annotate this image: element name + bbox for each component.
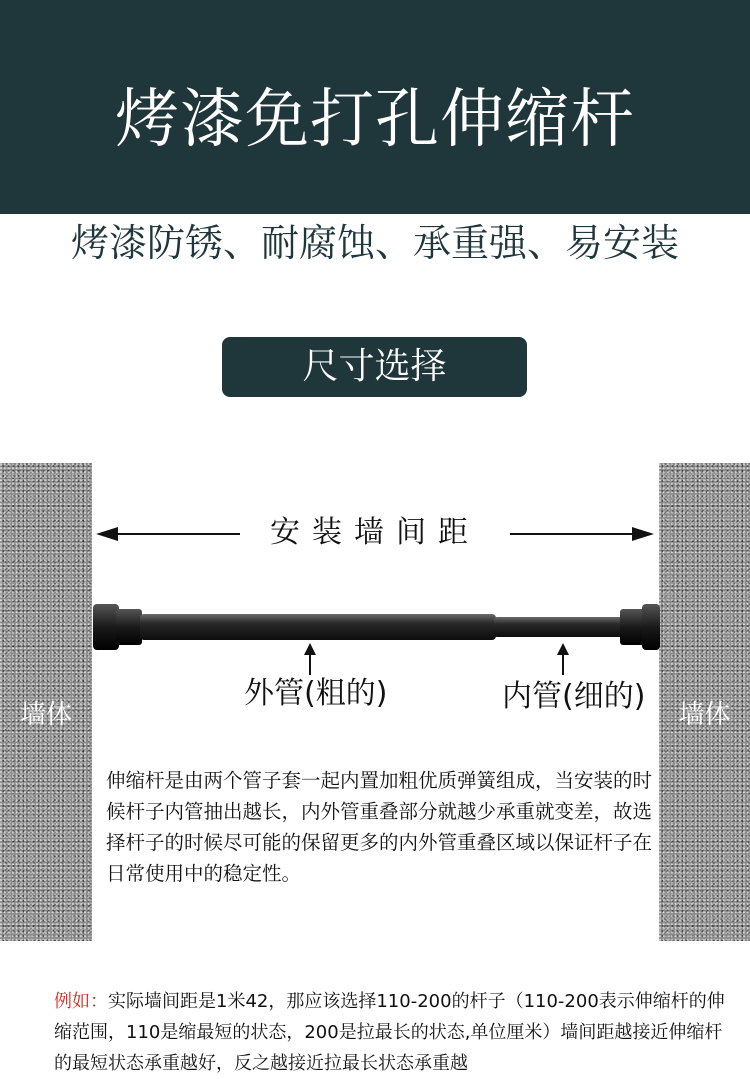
- outer-tube: [140, 614, 496, 640]
- inner-tube-pointer: [557, 643, 569, 675]
- arrow-up-icon: [304, 643, 316, 655]
- distance-label: 安装墙间距: [240, 516, 510, 550]
- outer-tube-label: 外管(粗的): [244, 676, 388, 711]
- wall-left-label: 墙体: [19, 700, 72, 730]
- example-text: 实际墙间距是1米42，那应该选择110-200的杆子（110-200表示伸缩杆的伸缩范围，110是缩最短的状态，200是拉最长的状态,单位厘米）墙间距越接近伸缩杆的最短状态承重越好，反之越接近拉最长状态承重越: [54, 991, 725, 1074]
- wall-right-label: 墙体: [678, 700, 731, 730]
- inner-tube: [494, 617, 624, 637]
- page-title: 烤漆免打孔伸缩杆: [115, 83, 635, 157]
- tension-rod: [93, 604, 660, 650]
- arrow-up-icon: [557, 643, 569, 655]
- explanation-text: 伸缩杆是由两个管子套一起内置加粗优质弹簧组成，当安装的时候杆子内管抽出越长，内外管重叠部分就越少承重就变差，故选择杆子的时候尽可能的保留更多的内外管重叠区域以保证杆子在日常使用中的稳定性。: [106, 769, 653, 885]
- outer-tube-pointer: [304, 643, 316, 675]
- arrow-right-icon: [632, 527, 654, 541]
- size-selection-button[interactable]: 尺寸选择: [222, 337, 527, 397]
- inner-tube-label: 内管(细的): [502, 679, 646, 714]
- feature-subtitle: 烤漆防锈、耐腐蚀、承重强、易安装: [70, 221, 679, 265]
- example-paragraph: [54, 986, 734, 1079]
- arrow-left-icon: [96, 527, 118, 541]
- rod-end-cap-right: [642, 604, 660, 650]
- rod-end-cap-left: [93, 604, 119, 650]
- example-tag: 例如：: [54, 991, 108, 1012]
